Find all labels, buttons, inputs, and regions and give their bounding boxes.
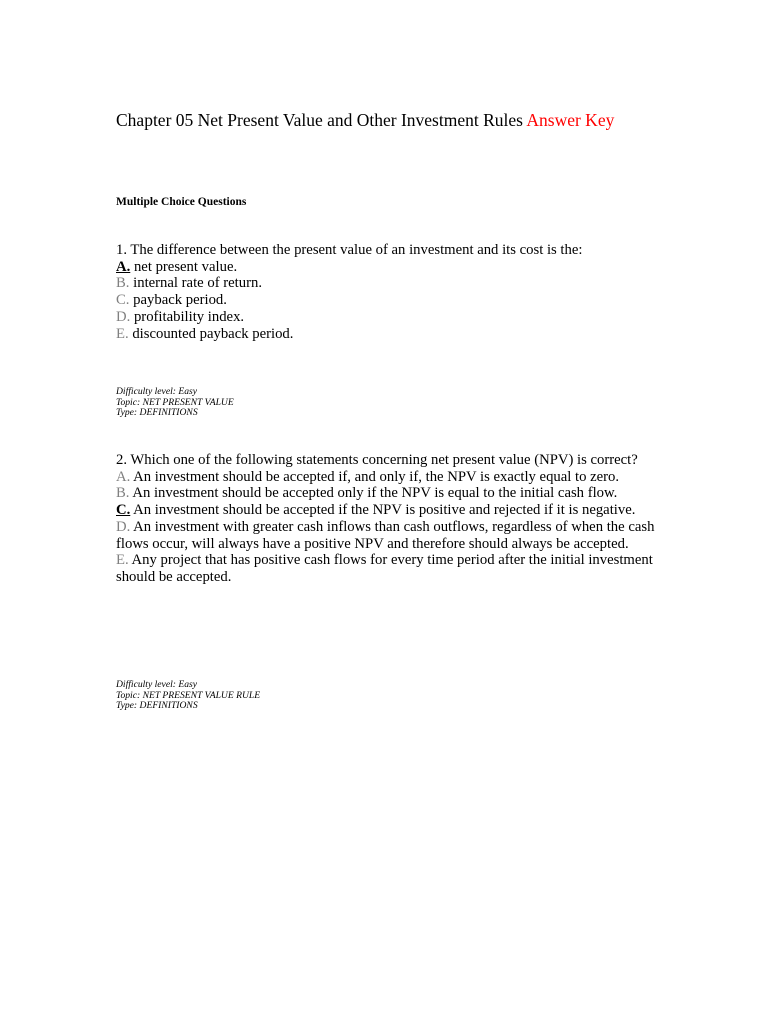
topic: Topic: NET PRESENT VALUE: [116, 396, 234, 408]
topic: Topic: NET PRESENT VALUE RULE: [116, 689, 261, 701]
choice-a: [116, 469, 656, 486]
choice-text: An investment with greater cash inflows than cash outflows, regardless of when the cash flows occur, will always have a positive NPV and therefore should always be accepted.: [116, 518, 655, 552]
choice-a: [116, 259, 656, 276]
question-1: [116, 242, 656, 342]
choice-b: [116, 485, 656, 502]
question-2: [116, 452, 656, 586]
question-stem: 2. Which one of the following statements concerning net present value (NPV) is correct?: [116, 452, 638, 468]
choice-text: profitability index.: [133, 308, 245, 325]
choice-d: [116, 309, 656, 326]
choice-c: [116, 502, 656, 519]
choice-e: [116, 326, 656, 343]
choice-letter: D.: [116, 308, 131, 325]
question-type: Type: DEFINITIONS: [116, 407, 198, 419]
choice-letter: C.: [116, 292, 130, 309]
choice-text: discounted payback period.: [132, 325, 294, 342]
choice-letter: E.: [116, 552, 129, 569]
choice-letter: C.: [116, 502, 131, 519]
choice-letter: B.: [116, 485, 130, 502]
section-heading: Multiple Choice Questions: [116, 196, 247, 208]
choice-letter: B.: [116, 275, 130, 292]
page-title: [116, 109, 614, 131]
choice-letter: E.: [116, 325, 129, 342]
choice-text: An investment should be accepted if the NPV is positive and rejected if it is negative.: [133, 502, 636, 519]
question-stem: 1. The difference between the present value of an investment and its cost is the:: [116, 242, 583, 258]
question-type: Type: DEFINITIONS: [116, 700, 198, 712]
choice-c: [116, 292, 656, 309]
difficulty-level: Difficulty level: Easy: [116, 386, 197, 397]
choice-text: net present value.: [133, 258, 238, 275]
choice-letter: D.: [116, 518, 131, 535]
choice-letter: A.: [116, 258, 131, 275]
choice-text: payback period.: [133, 292, 227, 309]
choice-d: [116, 519, 656, 552]
choice-text: An investment should be accepted only if the NPV is equal to the initial cash flow.: [132, 485, 618, 502]
answer-key-label: Answer Key: [526, 110, 615, 130]
choice-b: [116, 275, 656, 292]
question-1-metadata: [116, 387, 234, 419]
choice-e: [116, 552, 656, 585]
choice-text: Any project that has positive cash flows for every time period after the initial investment should be accepted.: [116, 552, 653, 585]
chapter-title: Chapter 05 Net Present Value and Other Investment Rules: [116, 110, 523, 130]
question-2-metadata: [116, 680, 260, 712]
choice-text: internal rate of return.: [133, 275, 263, 292]
choice-letter: A.: [116, 468, 131, 485]
difficulty-level: Difficulty level: Easy: [116, 679, 197, 690]
choice-text: An investment should be accepted if, and only if, the NPV is exactly equal to zero.: [133, 468, 620, 485]
